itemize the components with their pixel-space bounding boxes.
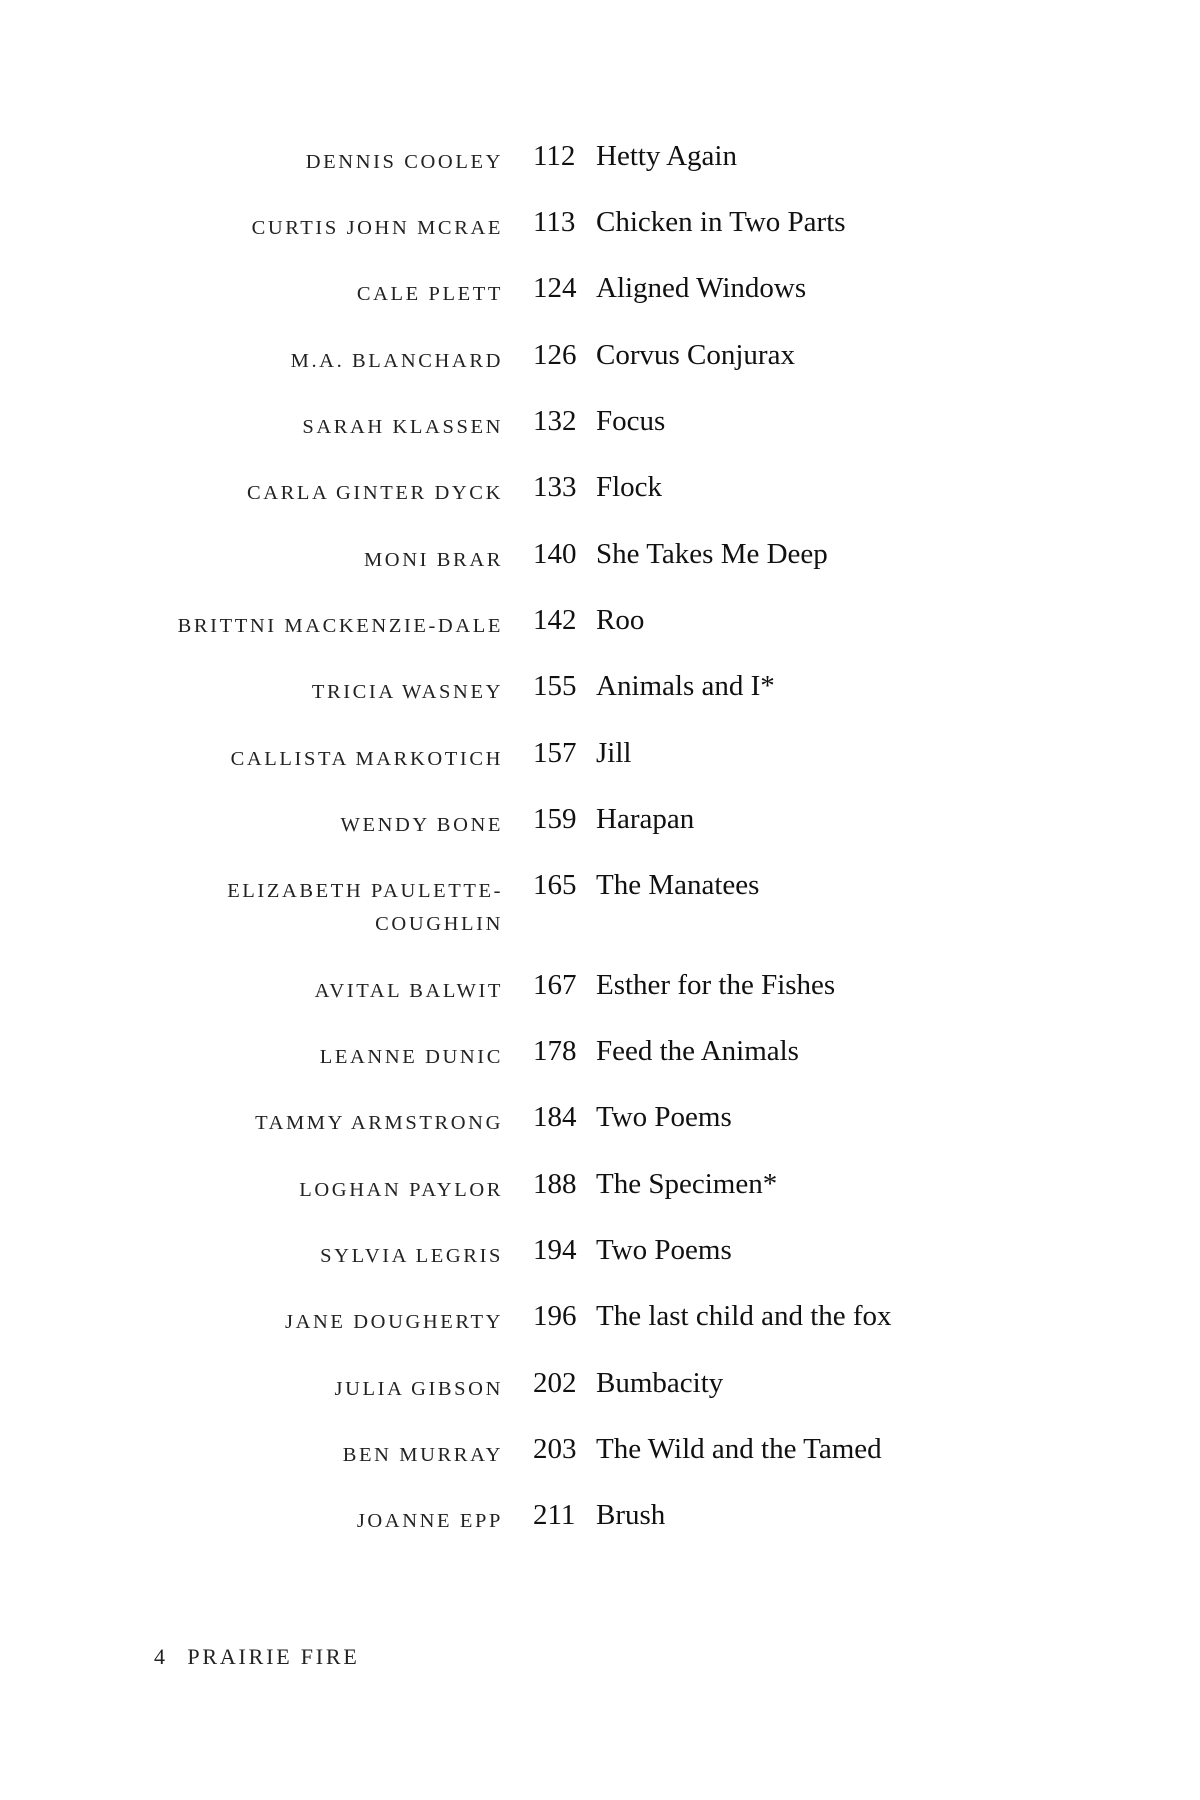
toc-title: Feed the Animals [596,1035,799,1067]
toc-author: JOANNE EPP [356,1510,503,1532]
toc-page-number: 155 [533,670,577,702]
toc-author: LOGHAN PAYLOR [299,1179,503,1201]
toc-page-number: 196 [533,1300,577,1332]
toc-author: CALE PLETT [356,283,503,305]
toc-page-number: 124 [533,272,577,304]
toc-title: Focus [596,405,666,437]
toc-title: Flock [596,471,663,503]
toc-page-number: 203 [533,1433,577,1465]
toc-title: Two Poems [596,1234,732,1266]
toc-page-number: 113 [533,206,576,238]
toc-author: TRICIA WASNEY [311,681,503,703]
toc-author: AVITAL BALWIT [314,980,503,1002]
toc-author: DENNIS COOLEY [305,151,503,173]
toc-page-number: 188 [533,1168,577,1200]
toc-title: Bumbacity [596,1367,724,1399]
toc-title: Harapan [596,803,695,835]
toc-title: She Takes Me Deep [596,538,828,570]
toc-page-number: 178 [533,1035,577,1067]
toc-title: Aligned Windows [596,272,807,304]
toc-title: Brush [596,1499,666,1531]
toc-page-number: 165 [533,869,577,901]
toc-author: BEN MURRAY [342,1444,503,1466]
toc-title: Roo [596,604,645,636]
toc-page-number: 167 [533,969,577,1001]
toc-page-number: 211 [533,1499,576,1531]
toc-author: LEANNE DUNIC [319,1046,503,1068]
toc-author: M.A. BLANCHARD [290,350,503,372]
magazine-name: PRAIRIE FIRE [187,1644,360,1669]
toc-author: JULIA GIBSON [334,1378,503,1400]
toc-page-number: 140 [533,538,577,570]
toc-author: JANE DOUGHERTY [285,1311,503,1333]
toc-page-number: 133 [533,471,577,503]
toc-author: CARLA GINTER DYCK [246,482,503,504]
toc-title: The Wild and the Tamed [596,1433,882,1465]
toc-title: Animals and I* [596,670,775,702]
toc-title: Corvus Conjurax [596,339,795,371]
toc-title: The last child and the fox [596,1300,892,1332]
toc-page-number: 184 [533,1101,577,1133]
toc-page-number: 142 [533,604,577,636]
toc-title: Esther for the Fishes [596,969,836,1001]
toc-author: SARAH KLASSEN [302,416,503,438]
toc-title: Jill [596,737,632,769]
toc-author: TAMMY ARMSTRONG [255,1112,503,1134]
toc-title: Hetty Again [596,140,737,172]
toc-author: CURTIS JOHN MCRAE [251,217,503,239]
toc-title: The Specimen* [596,1168,778,1200]
toc-page-number: 112 [533,140,576,172]
toc-author: BRITTNI MACKENZIE-DALE [177,615,503,637]
toc-title: The Manatees [596,869,760,901]
toc-author: SYLVIA LEGRIS [320,1245,503,1267]
toc-page-number: 159 [533,803,577,835]
toc-page-number: 132 [533,405,577,437]
toc-title: Two Poems [596,1101,732,1133]
toc-author: CALLISTA MARKOTICH [230,748,503,770]
toc-author: ELIZABETH PAULETTE-COUGHLIN [227,880,503,935]
toc-page-number: 202 [533,1367,577,1399]
folio-number: 4 [154,1644,165,1669]
toc-author: WENDY BONE [340,814,503,836]
toc-author: MONI BRAR [363,549,503,571]
page-footer [154,1644,360,1670]
toc-page-number: 126 [533,339,577,371]
toc-page-number: 194 [533,1234,577,1266]
toc-title: Chicken in Two Parts [596,206,846,238]
toc-page-number: 157 [533,737,577,769]
